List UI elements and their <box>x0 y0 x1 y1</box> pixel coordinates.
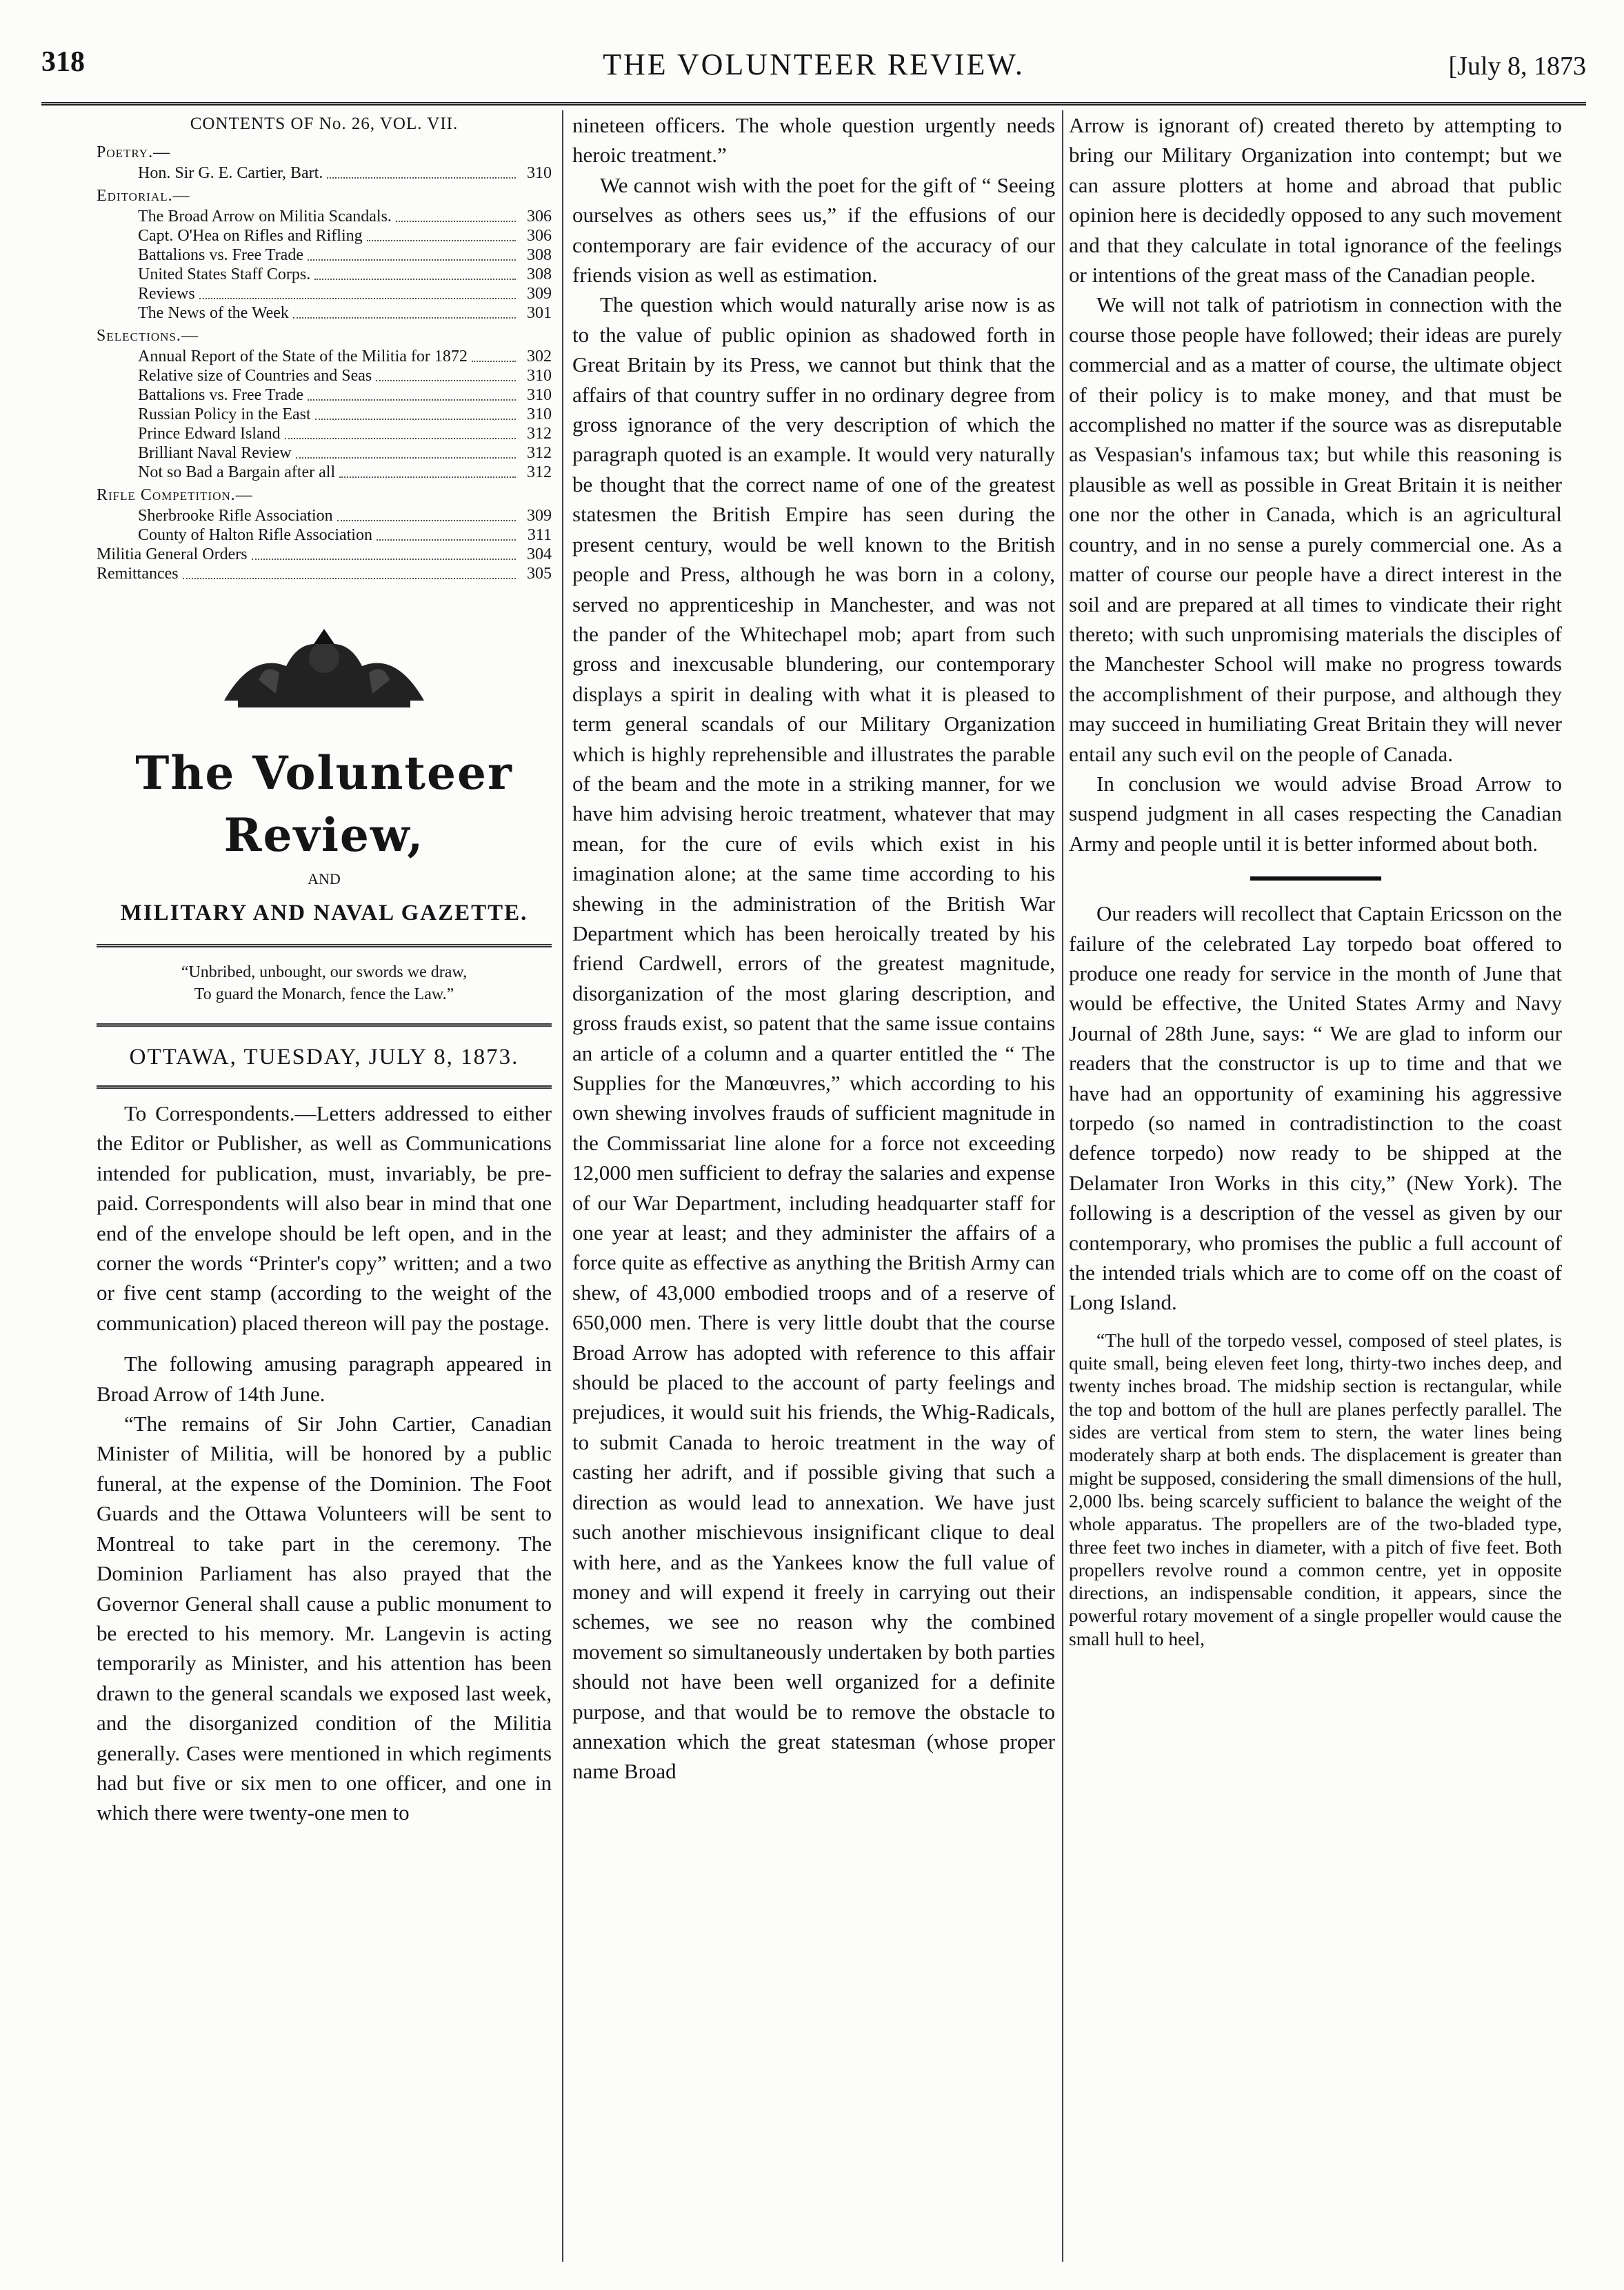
royal-crest-emblem <box>210 625 438 714</box>
page-number: 318 <box>41 46 85 78</box>
issue-date: [July 8, 1873 <box>1448 52 1586 81</box>
contents-entry-title: United States Staff Corps. <box>138 265 311 283</box>
contents-page-number: 310 <box>527 164 552 182</box>
correspondents-notice: To Correspondents.—Letters addressed to either the Editor or Publisher, as well as Communications intended for publication, must, invariably, be pre-paid. Correspondents will also bear in mind that one end of the envelope should be left open, and in the corner the words “Printer's copy” written; and a two or five cent stamp (according to the weight of the communication) placed thereon will pay the postage. <box>97 1101 552 1335</box>
contents-entry <box>97 463 552 482</box>
contents-page-number: 310 <box>527 367 552 385</box>
contents-entry <box>97 265 552 284</box>
contents-page-number: 306 <box>527 227 552 245</box>
contents-page-number: 311 <box>527 526 552 544</box>
contents-page-number: 308 <box>527 246 552 264</box>
contents-page-number: 305 <box>527 565 552 583</box>
leader-dots <box>296 443 516 459</box>
contents-entry-title: Battalions vs. Free Trade <box>138 246 303 264</box>
leader-dots <box>377 525 516 541</box>
article-divider <box>1250 876 1381 881</box>
contents-entry-title: Annual Report of the State of the Militia for 1872 <box>138 348 468 365</box>
leader-dots <box>183 564 516 579</box>
contents-page-number: 304 <box>527 545 552 563</box>
torpedo-description: “The hull of the torpedo vessel, composed of steel plates, is quite small, being eleven feet long, thirty-two inches deep, and twenty inches broad. The midship section is rectangular, while the top and bottom of the hull are planes perfectly parallel. The sides are vertical from stem to stern, the water lines being moderately sharp at both ends. The displacement is greater than might be supposed, considering the small dimensions of the hull, 2,000 lbs. being scarcely sufficient to balance the weight of the whole apparatus. The propellers are of the two-bladed type, three feet two inches in diameter, with a pitch of five feet. Both propellers revolve round a common centre, yet in opposite directions, an indispensable condition, it appears, since the powerful rotary movement of a single propeller would cause the small hull to heel, <box>1069 1329 1562 1649</box>
dateline-rule <box>97 1085 552 1089</box>
contents-entry <box>97 245 552 265</box>
contents-section-heading <box>97 564 552 583</box>
leader-dots <box>339 463 516 478</box>
contents-page-number: 309 <box>527 285 552 303</box>
contents-entry <box>97 226 552 245</box>
masthead-and: AND <box>308 870 341 887</box>
leader-dots <box>314 265 516 280</box>
contents-page-number: 309 <box>527 507 552 525</box>
contents-entry-title: Relative size of Countries and Seas <box>138 367 372 385</box>
article-paragraph: The question which would naturally arise now is as to the value of public opinion as shadowed forth in Great Britain by its Press, we cannot but think that the affairs of that country suffer in no ordinary degree from gross ignorance of the very description of which the paragraph quoted is an example. It would very naturally be thought that the correct name of one of the greatest statesmen the British Empire has seen during the present century, would be well known to the British people and Press, although he was born in a colony, served no apprenticeship in Manchester, and was not the pander of the Whitechapel mob; apart from such gross and inexcusable blundering, our contemporary displays a spirit in dealing with what it is pleased to term general scandals of our Military Organization which is highly reprehensible and illustrates the parable of the beam and the mote in a striking manner, for we have him advising heroic treatment, whatever that may mean, for the cure of evils which exist in his imagination alone; at the same time according to his shewing in the administration of the British War Department which has been heroically treated by his friend Cardwell, errors of the greatest magnitude, disorganization of the most glaring description, and gross frauds exist, so patent that the same issue contains an article of a column and a quarter entitled the “ The Supplies for the Manœuvres,” which according to his own shewing involves frauds of sufficient magnitude in the Commissariat line alone for a force not exceeding 12,000 men sufficient to defray the salaries and expense of our War Department, including headquarter staff for one year at least; and they administer the affairs of a force quite as effective as anything the British Army can shew, of 43,000 embodied troops and of a reserve of 650,000 men. There is very little doubt that the course Broad Arrow has adopted with reference to this affair should be placed to the account of party feelings and prejudices, it would suit his friends, the Whig-Radicals, to submit Canada to heroic treatment in the way of casting her adrift, and if possible giving that such a direction as would lead to annexation. We have just such another mischievous insignificant clique to deal with here, and as the Yankees know the full value of money and will expend it freely in carrying out their schemes, we see no reason why the combined movement so simultaneously undertaken by both parties should not have been well organized for a definite purpose, and that would be to remove the obstacle to annexation which the great statesman (whose proper name Broad <box>572 292 1055 1784</box>
leader-dots <box>285 424 516 439</box>
torpedo-article: Our readers will recollect that Captain Ericsson on the failure of the celebrated Lay torpedo boat offered to produce one ready for service in the month of June that would be effective, the United States Army and Navy Journal of 28th June, says: “ We are glad to inform our readers that the constructor is up to time and that we have had an opportunity of examining his aggressive torpedo (so named in contradistinction to the coast defence torpedo) now ready to be shipped at the Delamater Iron Works in this city,” (New York). The following is a description of the vessel as given by our contemporary, who promises the public a full account of the intended trials which are to come off on the coast of Long Island. <box>1069 901 1562 1315</box>
broad-arrow-quote: “The remains of Sir John Cartier, Canadian Minister of Militia, will be honored by a public funeral, at the expense of the Dominion. The Foot Guards and the Ottawa Volunteers will be sent to Montreal to take part in the ceremony. The Dominion Parliament has also prayed that the Governor General shall cause a public monument to be erected to his memory. Mr. Langevin is acting temporarily as Minister, and his attention has been drawn to the general scandals we exposed last week, and the disorganized condition of the Militia generally. Cases were mentioned in which regiments had but five or six men to one officer, and one in which there were twenty-one men to <box>97 1412 552 1825</box>
motto-line-1: “Unbribed, unbought, our swords we draw, <box>181 963 468 981</box>
contents-entry <box>97 163 552 183</box>
article-paragraph: We will not talk of patriotism in connection with the course those people have followed; their ideas are purely commercial and as a matter of course, the ultimate object of their policy is to make money, and that must be accomplished no matter if the source was as disreputable as Vespasian's infamous tax; but while this reasoning is plausible as well as possible in Great Britain it is neither one nor the other in Canada, which is an agricultural country, and in no sense a purely commercial one. As a matter of course our people have a direct interest in the soil and are prepared at all times to vindicate their right thereto; with such unpromising materials the disciples of the Manchester School will make no progress towards the accomplishment of their purpose, and although they may succeed in humiliating Great Britain they will never entail any such evil on the people of Canada. <box>1069 292 1562 766</box>
contents-page-number: 310 <box>527 405 552 423</box>
contents-entry <box>97 525 552 545</box>
contents-page-number: 312 <box>527 463 552 481</box>
column-3 <box>1069 110 1562 2262</box>
contents-entry-title: Reviews <box>138 285 195 303</box>
leader-dots <box>199 284 516 299</box>
leader-dots <box>337 506 516 521</box>
leader-dots <box>472 347 516 362</box>
masthead-motto <box>97 961 552 1005</box>
column-1 <box>97 110 552 2262</box>
contents-entry-title: The News of the Week <box>138 304 289 322</box>
contents-entry-title: Prince Edward Island <box>138 425 281 443</box>
dateline: OTTAWA, TUESDAY, JULY 8, 1873. <box>129 1045 519 1069</box>
contents-entry-title: The Broad Arrow on Militia Scandals. <box>138 208 392 225</box>
leader-dots <box>396 207 516 222</box>
column-rule <box>1062 110 1063 2262</box>
running-head <box>41 40 1586 88</box>
contents-entry <box>97 424 552 443</box>
motto-rule <box>97 1023 552 1027</box>
leader-dots <box>252 545 516 560</box>
article-paragraph: In conclusion we would advise Broad Arrow to suspend judgment in all cases respecting the Canadian Army and people until it is better informed about both. <box>1069 771 1562 856</box>
leader-dots <box>367 226 516 241</box>
contents-page-number: 310 <box>527 386 552 404</box>
contents-entry-title: Brilliant Naval Review <box>138 444 292 462</box>
contents-entry-title: Not so Bad a Bargain after all <box>138 463 336 481</box>
masthead-title: The Volunteer Review, <box>135 746 513 862</box>
leader-dots <box>293 303 516 319</box>
header-rule <box>41 102 1586 106</box>
leader-dots <box>308 385 516 401</box>
article-paragraph: Arrow is ignorant of) created thereto by attempting to bring our Military Organization into contempt; but we can assure plotters at home and abroad that public opinion here is decidedly opposed to any such movement and that they calculate in total ignorance of the feelings or intentions of the great mass of the Canadian people. <box>1069 113 1562 288</box>
contents-page-number: 302 <box>527 348 552 365</box>
contents-entry <box>97 405 552 424</box>
contents-section-heading: Militia General Orders <box>97 545 248 563</box>
contents-entry-title: Battalions vs. Free Trade <box>138 386 303 404</box>
leader-dots <box>308 245 516 261</box>
contents-entry-title: County of Halton Rifle Association <box>138 526 372 544</box>
contents-entry <box>97 284 552 303</box>
contents-section-heading: Editorial.— <box>97 187 190 205</box>
broad-arrow-intro: The following amusing paragraph appeared in Broad Arrow of 14th June. <box>97 1352 552 1406</box>
contents-section-heading: Rifle Competition.— <box>97 486 253 504</box>
table-of-contents <box>97 143 552 583</box>
contents-section-heading: Poetry.— <box>97 143 171 161</box>
article-paragraph: We cannot wish with the poet for the gift of “ Seeing ourselves as others sees us,” if the effusions of our contemporary are fair evidence of the accuracy of our friends vision as well as estimation. <box>572 172 1055 288</box>
contents-entry <box>97 443 552 463</box>
column-2 <box>572 110 1055 2262</box>
contents-page-number: 306 <box>527 208 552 225</box>
contents-title: CONTENTS OF No. 26, VOL. VII. <box>190 114 459 133</box>
article-paragraph: nineteen officers. The whole question urgently needs heroic treatment.” <box>572 113 1055 168</box>
contents-page-number: 312 <box>527 425 552 443</box>
contents-section-heading: Selections.— <box>97 327 199 345</box>
leader-dots <box>327 163 516 179</box>
contents-entry-title: Hon. Sir G. E. Cartier, Bart. <box>138 164 323 182</box>
contents-page-number: 308 <box>527 265 552 283</box>
masthead-subtitle: MILITARY AND NAVAL GAZETTE. <box>120 901 528 925</box>
contents-section-heading <box>97 545 552 564</box>
contents-entry-title: Russian Policy in the East <box>138 405 311 423</box>
contents-entry <box>97 506 552 525</box>
contents-entry <box>97 303 552 323</box>
contents-page-number: 301 <box>527 304 552 322</box>
motto-line-2: To guard the Monarch, fence the Law.” <box>194 985 454 1003</box>
contents-entry-title: Sherbrooke Rifle Association <box>138 507 333 525</box>
contents-entry <box>97 207 552 226</box>
running-title: THE VOLUNTEER REVIEW. <box>603 48 1025 81</box>
column-rule <box>562 110 563 2262</box>
masthead-rule <box>97 944 552 947</box>
contents-entry <box>97 385 552 405</box>
contents-entry <box>97 347 552 366</box>
leader-dots <box>376 366 516 381</box>
contents-entry <box>97 366 552 385</box>
contents-entry-title: Capt. O'Hea on Rifles and Rifling <box>138 227 363 245</box>
contents-page-number: 312 <box>527 444 552 462</box>
contents-section-heading: Remittances <box>97 565 179 583</box>
leader-dots <box>315 405 516 420</box>
